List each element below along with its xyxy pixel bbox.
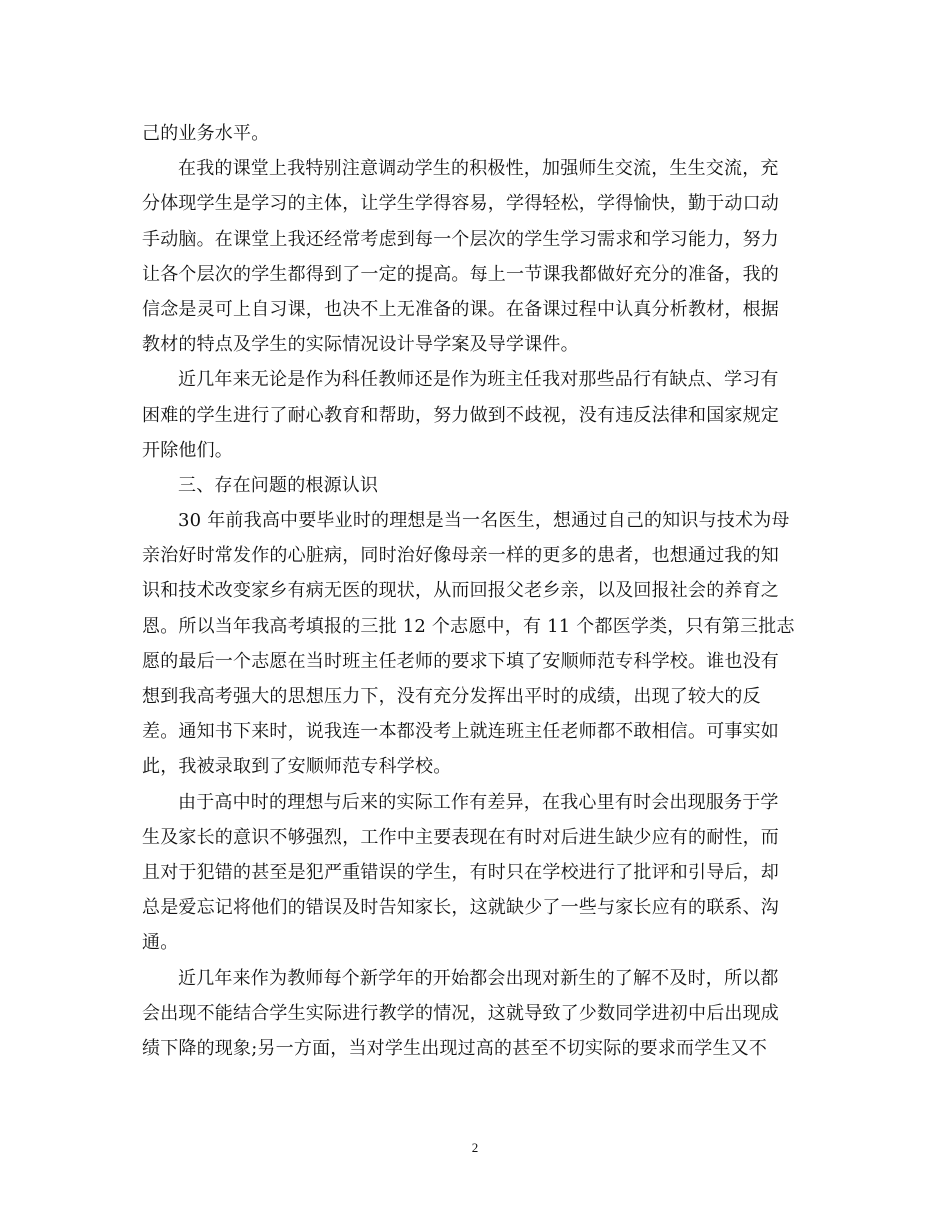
text-line: 困难的学生进行了耐心教育和帮助，努力做到不歧视，没有违反法律和国家规定: [142, 404, 779, 426]
paragraph-start-line: 由于高中时的理想与后来的实际工作有差异，在我心里有时会出现服务于学: [178, 791, 779, 813]
text-line: 教材的特点及学生的实际情况设计导学案及导学课件。: [142, 334, 579, 356]
text-line: 恩。所以当年我高考填报的三批 12 个志愿中，有 11 个都医学类，只有第三批志: [142, 615, 795, 637]
text-line: 信念是灵可上自习课，也决不上无准备的课。在备课过程中认真分析教材，根据: [142, 298, 779, 320]
text-line: 亲治好时常发作的心脏病，同时治好像母亲一样的更多的患者，也想通过我的知: [142, 545, 779, 567]
text-line: 手动脑。在课堂上我还经常考虑到每一个层次的学生学习需求和学习能力，努力: [142, 228, 779, 250]
text-line: 分体现学生是学习的主体，让学生学得容易，学得轻松，学得愉快，勤于动口动: [142, 193, 779, 215]
document-body: [142, 116, 807, 1066]
text-line: 此，我被录取到了安顺师范专科学校。: [142, 756, 452, 778]
text-line: 总是爱忘记将他们的错误及时告知家长，这就缺少了一些与家长应有的联系、沟: [142, 897, 779, 919]
text-line: 开除他们。: [142, 439, 233, 461]
text-line: 愿的最后一个志愿在当时班主任老师的要求下填了安顺师范专科学校。谁也没有: [142, 650, 779, 672]
paragraph-start-line: 30 年前我高中要毕业时的理想是当一名医生，想通过自己的知识与技术为母: [178, 510, 790, 532]
section-heading: 三、存在问题的根源认识: [178, 474, 379, 496]
text-line: 差。通知书下来时，说我连一本都没考上就连班主任老师都不敢相信。可事实如: [142, 721, 779, 743]
text-line: 想到我高考强大的思想压力下，没有充分发挥出平时的成绩，出现了较大的反: [142, 686, 761, 707]
text-line: 通。: [142, 932, 179, 954]
page-number: 2: [471, 1140, 479, 1155]
text-line: 且对于犯错的甚至是犯严重错误的学生，有时只在学校进行了批评和引导后，却: [142, 861, 779, 883]
paragraph-start-line: 近几年来作为教师每个新学年的开始都会出现对新生的了解不及时，所以都: [178, 967, 779, 989]
text-line: 让各个层次的学生都得到了一定的提高。每上一节课我都做好充分的准备，我的: [142, 263, 779, 285]
text-line: 绩下降的现象;另一方面，当对学生出现过高的甚至不切实际的要求而学生又不: [142, 1037, 768, 1059]
text-line: 己的业务水平。: [142, 123, 270, 144]
text-line: 生及家长的意识不够强烈，工作中主要表现在有时对后进生缺少应有的耐性，而: [142, 826, 779, 848]
text-line: 识和技术改变家乡有病无医的现状，从而回报父老乡亲，以及回报社会的养育之: [142, 580, 779, 602]
paragraph-start-line: 在我的课堂上我特别注意调动学生的积极性，加强师生交流，生生交流，充: [178, 158, 779, 180]
text-line: 会出现不能结合学生实际进行教学的情况，这就导致了少数同学进初中后出现成: [142, 1002, 779, 1024]
paragraph-start-line: 近几年来无论是作为科任教师还是作为班主任我对那些品行有缺点、学习有: [178, 369, 779, 391]
